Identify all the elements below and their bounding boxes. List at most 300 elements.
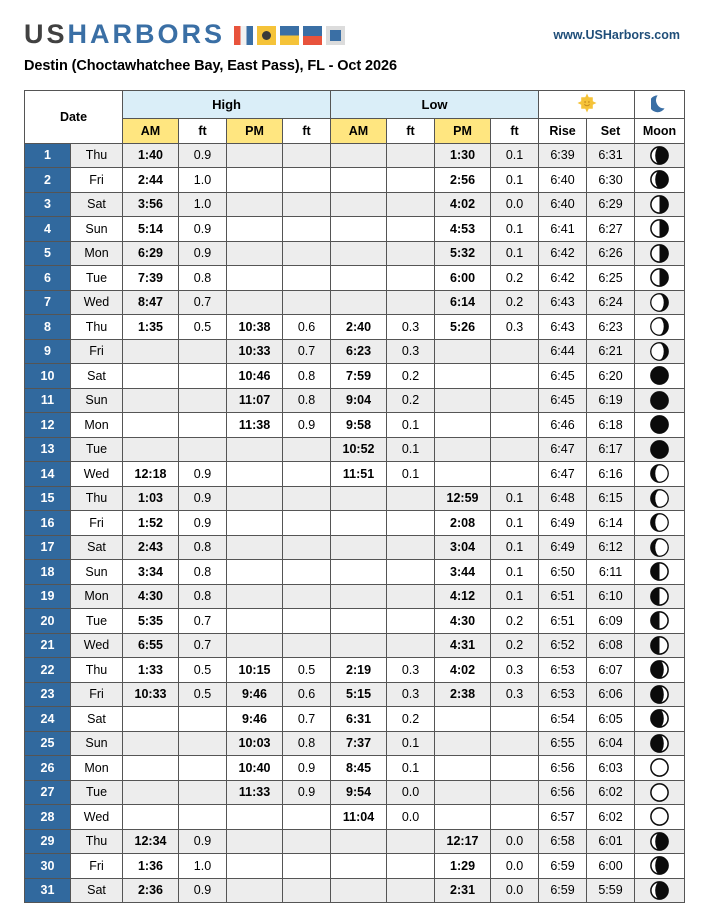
cell-sun-rise: 6:44: [539, 339, 587, 364]
cell-high-pm-ft: [283, 168, 331, 193]
cell-sun-set: 6:25: [587, 266, 635, 291]
table-sub-header-row: [25, 119, 685, 144]
cell-low-am-ft: 0.1: [387, 437, 435, 462]
header-low-pm: PM: [435, 119, 491, 144]
cell-low-am: [331, 241, 387, 266]
cell-low-am-ft: 0.1: [387, 756, 435, 781]
cell-high-am-ft: 0.8: [179, 584, 227, 609]
cell-sun-set: 6:26: [587, 241, 635, 266]
cell-sun-set: 6:01: [587, 829, 635, 854]
header-high-am-ft: ft: [179, 119, 227, 144]
cell-date: 28: [25, 805, 71, 830]
logo-wordmark: [24, 21, 225, 48]
cell-low-pm: 2:31: [435, 878, 491, 903]
cell-day-of-week: Wed: [71, 290, 123, 315]
cell-low-am-ft: 0.3: [387, 339, 435, 364]
cell-low-am-ft: [387, 192, 435, 217]
cell-low-am-ft: [387, 535, 435, 560]
cell-day-of-week: Thu: [71, 829, 123, 854]
table-row: [25, 609, 685, 634]
cell-high-am-ft: [179, 437, 227, 462]
cell-high-pm: 10:38: [227, 315, 283, 340]
cell-low-am: 5:15: [331, 682, 387, 707]
cell-low-pm: 4:53: [435, 217, 491, 242]
cell-low-pm: 6:14: [435, 290, 491, 315]
cell-low-pm-ft: 0.0: [491, 192, 539, 217]
cell-date: 20: [25, 609, 71, 634]
cell-high-pm: [227, 143, 283, 168]
cell-high-am: [123, 413, 179, 438]
cell-low-pm-ft: [491, 805, 539, 830]
cell-low-am-ft: [387, 609, 435, 634]
cell-sun-set: 6:31: [587, 143, 635, 168]
cell-date: 10: [25, 364, 71, 389]
table-row: [25, 168, 685, 193]
table-row: [25, 143, 685, 168]
cell-sun-rise: 6:40: [539, 168, 587, 193]
table-row: [25, 854, 685, 879]
cell-moon-phase-waning-crescent-large-icon: [635, 168, 685, 193]
cell-day-of-week: Sat: [71, 535, 123, 560]
cell-high-pm: [227, 609, 283, 634]
header-sun-rise: Rise: [539, 119, 587, 144]
cell-low-pm-ft: 0.1: [491, 584, 539, 609]
cell-low-am-ft: 0.2: [387, 707, 435, 732]
cell-day-of-week: Fri: [71, 511, 123, 536]
cell-moon-phase-waxing-crescent-icon: [635, 854, 685, 879]
cell-day-of-week: Mon: [71, 584, 123, 609]
cell-high-pm-ft: 0.7: [283, 339, 331, 364]
cell-high-pm: [227, 878, 283, 903]
cell-sun-rise: 6:54: [539, 707, 587, 732]
cell-low-am-ft: [387, 241, 435, 266]
cell-high-am: 1:40: [123, 143, 179, 168]
cell-low-pm: 2:08: [435, 511, 491, 536]
cell-low-am-ft: [387, 633, 435, 658]
cell-high-pm-ft: [283, 535, 331, 560]
table-row: [25, 217, 685, 242]
cell-high-am: 6:29: [123, 241, 179, 266]
cell-date: 17: [25, 535, 71, 560]
signal-flag-tricolor-icon: [234, 26, 253, 45]
cell-sun-set: 6:09: [587, 609, 635, 634]
cell-day-of-week: Tue: [71, 266, 123, 291]
cell-moon-phase-waning-crescent-icon: [635, 731, 685, 756]
cell-low-pm-ft: [491, 339, 539, 364]
cell-sun-set: 6:16: [587, 462, 635, 487]
table-group-header-row: [25, 91, 685, 119]
table-row: [25, 535, 685, 560]
cell-sun-set: 6:06: [587, 682, 635, 707]
header-high: High: [123, 91, 331, 119]
cell-sun-set: 6:02: [587, 780, 635, 805]
cell-low-am-ft: [387, 486, 435, 511]
cell-high-am-ft: [179, 388, 227, 413]
cell-low-pm: 3:04: [435, 535, 491, 560]
cell-high-pm: 10:03: [227, 731, 283, 756]
table-row: [25, 731, 685, 756]
cell-high-am-ft: 0.9: [179, 217, 227, 242]
cell-sun-set: 6:23: [587, 315, 635, 340]
table-row: [25, 192, 685, 217]
cell-date: 11: [25, 388, 71, 413]
cell-date: 27: [25, 780, 71, 805]
signal-flag-blue-yellow-icon: [280, 26, 299, 45]
cell-low-pm-ft: 0.2: [491, 290, 539, 315]
cell-moon-phase-last-quarter-icon: [635, 560, 685, 585]
cell-high-pm-ft: [283, 486, 331, 511]
table-row: [25, 364, 685, 389]
cell-high-am: [123, 780, 179, 805]
cell-day-of-week: Tue: [71, 780, 123, 805]
cell-high-am: 5:14: [123, 217, 179, 242]
cell-sun-set: 6:12: [587, 535, 635, 560]
cell-date: 1: [25, 143, 71, 168]
cell-moon-phase-first-quarter-icon: [635, 266, 685, 291]
cell-high-am: 10:33: [123, 682, 179, 707]
cell-low-am-ft: [387, 560, 435, 585]
cell-sun-rise: 6:47: [539, 437, 587, 462]
cell-high-pm-ft: [283, 192, 331, 217]
cell-low-am-ft: [387, 511, 435, 536]
cell-low-am: 6:23: [331, 339, 387, 364]
cell-low-am-ft: [387, 217, 435, 242]
cell-sun-set: 6:17: [587, 437, 635, 462]
cell-high-pm-ft: 0.8: [283, 364, 331, 389]
cell-sun-set: 6:02: [587, 805, 635, 830]
cell-sun-set: 6:24: [587, 290, 635, 315]
cell-moon-phase-last-quarter-icon: [635, 584, 685, 609]
cell-sun-rise: 6:52: [539, 633, 587, 658]
tide-table: [24, 90, 685, 903]
cell-low-pm: 4:12: [435, 584, 491, 609]
cell-high-am: 1:03: [123, 486, 179, 511]
table-row: [25, 462, 685, 487]
header-high-pm-ft: ft: [283, 119, 331, 144]
cell-low-pm-ft: 0.2: [491, 266, 539, 291]
cell-high-am-ft: 0.5: [179, 682, 227, 707]
cell-high-am-ft: [179, 364, 227, 389]
table-row: [25, 682, 685, 707]
cell-high-am-ft: [179, 339, 227, 364]
cell-low-am: [331, 584, 387, 609]
cell-high-pm: [227, 584, 283, 609]
cell-high-am: 2:43: [123, 535, 179, 560]
header-low-pm-ft: ft: [491, 119, 539, 144]
cell-low-am: [331, 878, 387, 903]
cell-high-am: 3:56: [123, 192, 179, 217]
table-row: [25, 266, 685, 291]
cell-high-am: [123, 707, 179, 732]
cell-moon-phase-new-icon: [635, 780, 685, 805]
cell-date: 21: [25, 633, 71, 658]
cell-low-pm: [435, 462, 491, 487]
cell-date: 23: [25, 682, 71, 707]
cell-low-am-ft: 0.1: [387, 413, 435, 438]
table-row: [25, 437, 685, 462]
cell-high-pm: [227, 854, 283, 879]
cell-high-pm-ft: 0.6: [283, 682, 331, 707]
cell-high-pm: 10:40: [227, 756, 283, 781]
cell-sun-rise: 6:51: [539, 609, 587, 634]
cell-low-pm-ft: [491, 437, 539, 462]
cell-high-am: [123, 731, 179, 756]
cell-moon-phase-waning-gibbous-icon: [635, 535, 685, 560]
cell-date: 7: [25, 290, 71, 315]
cell-moon-phase-first-quarter-icon: [635, 192, 685, 217]
cell-date: 22: [25, 658, 71, 683]
cell-sun-set: 6:21: [587, 339, 635, 364]
cell-moon-phase-full-icon: [635, 364, 685, 389]
cell-sun-rise: 6:56: [539, 780, 587, 805]
cell-low-am: [331, 290, 387, 315]
header-high-pm: PM: [227, 119, 283, 144]
cell-high-am: [123, 364, 179, 389]
cell-sun-rise: 6:49: [539, 535, 587, 560]
cell-low-pm: 1:30: [435, 143, 491, 168]
cell-low-am: [331, 854, 387, 879]
cell-low-pm: [435, 805, 491, 830]
cell-low-pm: [435, 756, 491, 781]
cell-low-am: 11:51: [331, 462, 387, 487]
cell-high-am-ft: 0.9: [179, 143, 227, 168]
cell-low-pm: [435, 731, 491, 756]
cell-high-pm: [227, 241, 283, 266]
cell-moon-phase-waxing-crescent-icon: [635, 829, 685, 854]
cell-low-am: 7:59: [331, 364, 387, 389]
cell-moon-phase-waning-crescent-icon: [635, 658, 685, 683]
cell-low-am: [331, 511, 387, 536]
cell-high-am-ft: [179, 413, 227, 438]
cell-high-am-ft: 1.0: [179, 168, 227, 193]
cell-date: 13: [25, 437, 71, 462]
cell-moon-phase-new-icon: [635, 805, 685, 830]
cell-sun-set: 6:19: [587, 388, 635, 413]
cell-low-pm: 4:02: [435, 658, 491, 683]
header-low: Low: [331, 91, 539, 119]
header-moon-phase: Moon: [635, 119, 685, 144]
cell-low-am-ft: 0.2: [387, 364, 435, 389]
cell-high-am: 3:34: [123, 560, 179, 585]
cell-high-am-ft: 0.9: [179, 486, 227, 511]
cell-sun-set: 6:27: [587, 217, 635, 242]
cell-sun-rise: 6:41: [539, 217, 587, 242]
cell-low-am: [331, 143, 387, 168]
cell-day-of-week: Mon: [71, 241, 123, 266]
table-row: [25, 780, 685, 805]
cell-low-am: 2:19: [331, 658, 387, 683]
table-row: [25, 486, 685, 511]
cell-sun-set: 6:10: [587, 584, 635, 609]
cell-date: 2: [25, 168, 71, 193]
cell-low-am-ft: 0.1: [387, 462, 435, 487]
cell-high-am: [123, 339, 179, 364]
cell-low-am-ft: [387, 854, 435, 879]
table-row: [25, 241, 685, 266]
cell-moon-phase-waxing-gibbous-icon: [635, 290, 685, 315]
cell-high-am: 12:34: [123, 829, 179, 854]
cell-high-pm-ft: [283, 462, 331, 487]
cell-low-am: [331, 535, 387, 560]
cell-sun-rise: 6:56: [539, 756, 587, 781]
cell-low-am-ft: [387, 168, 435, 193]
cell-low-am: 10:52: [331, 437, 387, 462]
table-row: [25, 658, 685, 683]
cell-sun-set: 5:59: [587, 878, 635, 903]
cell-high-pm-ft: [283, 266, 331, 291]
table-row: [25, 511, 685, 536]
cell-day-of-week: Tue: [71, 437, 123, 462]
cell-high-pm-ft: 0.8: [283, 388, 331, 413]
cell-low-am-ft: [387, 266, 435, 291]
cell-high-pm: [227, 462, 283, 487]
cell-moon-phase-full-icon: [635, 413, 685, 438]
cell-day-of-week: Thu: [71, 315, 123, 340]
cell-high-am: 12:18: [123, 462, 179, 487]
cell-date: 9: [25, 339, 71, 364]
cell-sun-rise: 6:50: [539, 560, 587, 585]
cell-high-am-ft: 0.7: [179, 290, 227, 315]
cell-date: 12: [25, 413, 71, 438]
cell-high-am-ft: 1.0: [179, 192, 227, 217]
cell-low-pm-ft: [491, 388, 539, 413]
cell-sun-rise: 6:58: [539, 829, 587, 854]
cell-high-am-ft: 0.8: [179, 560, 227, 585]
cell-low-am-ft: 0.3: [387, 315, 435, 340]
cell-low-am-ft: [387, 143, 435, 168]
cell-sun-set: 6:18: [587, 413, 635, 438]
cell-low-am: [331, 486, 387, 511]
logo[interactable]: [24, 21, 345, 48]
cell-low-pm-ft: 0.1: [491, 241, 539, 266]
table-row: [25, 315, 685, 340]
masthead: [24, 0, 680, 48]
header-date: Date: [25, 91, 123, 144]
cell-moon-phase-waxing-gibbous-icon: [635, 339, 685, 364]
cell-high-am: 4:30: [123, 584, 179, 609]
cell-low-pm: 5:32: [435, 241, 491, 266]
cell-day-of-week: Mon: [71, 756, 123, 781]
cell-moon-phase-first-quarter-icon: [635, 217, 685, 242]
cell-sun-set: 6:05: [587, 707, 635, 732]
cell-sun-rise: 6:48: [539, 486, 587, 511]
cell-day-of-week: Sun: [71, 388, 123, 413]
cell-sun-set: 6:00: [587, 854, 635, 879]
cell-sun-rise: 6:42: [539, 241, 587, 266]
cell-high-pm-ft: [283, 560, 331, 585]
cell-low-am: [331, 560, 387, 585]
cell-low-pm-ft: 0.1: [491, 168, 539, 193]
cell-high-pm: 10:33: [227, 339, 283, 364]
header-high-am: AM: [123, 119, 179, 144]
cell-sun-rise: 6:51: [539, 584, 587, 609]
cell-low-pm-ft: 0.2: [491, 633, 539, 658]
logo-text-harbors: HARBORS: [67, 19, 226, 49]
cell-moon-phase-full-icon: [635, 437, 685, 462]
cell-high-pm-ft: [283, 143, 331, 168]
table-row: [25, 829, 685, 854]
table-row: [25, 339, 685, 364]
cell-sun-rise: 6:43: [539, 315, 587, 340]
cell-low-am: [331, 168, 387, 193]
cell-high-pm: 11:07: [227, 388, 283, 413]
cell-sun-set: 6:11: [587, 560, 635, 585]
table-row: [25, 805, 685, 830]
cell-low-am: [331, 633, 387, 658]
cell-high-pm: 11:33: [227, 780, 283, 805]
cell-sun-set: 6:29: [587, 192, 635, 217]
cell-moon-phase-waning-gibbous-icon: [635, 486, 685, 511]
cell-low-pm: 5:26: [435, 315, 491, 340]
cell-high-pm-ft: [283, 511, 331, 536]
cell-high-pm: [227, 192, 283, 217]
cell-sun-rise: 6:47: [539, 462, 587, 487]
cell-date: 29: [25, 829, 71, 854]
cell-low-pm-ft: 0.0: [491, 878, 539, 903]
cell-high-pm-ft: 0.8: [283, 731, 331, 756]
cell-high-am-ft: 0.9: [179, 241, 227, 266]
cell-day-of-week: Wed: [71, 462, 123, 487]
cell-day-of-week: Fri: [71, 339, 123, 364]
site-url-link[interactable]: www.USHarbors.com: [553, 28, 680, 42]
cell-day-of-week: Fri: [71, 854, 123, 879]
cell-high-am-ft: 0.9: [179, 462, 227, 487]
cell-low-pm-ft: [491, 413, 539, 438]
signal-flag-blue-red-icon: [303, 26, 322, 45]
cell-sun-rise: 6:46: [539, 413, 587, 438]
cell-high-am: 2:44: [123, 168, 179, 193]
page-title: Destin (Choctawhatchee Bay, East Pass), FL - Oct 2026: [24, 58, 397, 74]
cell-sun-set: 6:30: [587, 168, 635, 193]
cell-high-am-ft: 0.8: [179, 535, 227, 560]
cell-date: 14: [25, 462, 71, 487]
cell-low-pm-ft: 0.1: [491, 486, 539, 511]
cell-date: 30: [25, 854, 71, 879]
cell-sun-rise: 6:59: [539, 854, 587, 879]
cell-high-pm-ft: 0.9: [283, 413, 331, 438]
cell-low-pm: [435, 780, 491, 805]
cell-high-am-ft: 0.8: [179, 266, 227, 291]
cell-high-am-ft: 0.7: [179, 609, 227, 634]
cell-low-pm-ft: 0.1: [491, 143, 539, 168]
cell-low-pm: 12:59: [435, 486, 491, 511]
cell-high-am: 1:33: [123, 658, 179, 683]
cell-low-am: [331, 829, 387, 854]
cell-day-of-week: Sun: [71, 217, 123, 242]
cell-low-pm: 1:29: [435, 854, 491, 879]
header-low-am: AM: [331, 119, 387, 144]
cell-low-am: 9:54: [331, 780, 387, 805]
cell-low-am-ft: 0.3: [387, 682, 435, 707]
cell-sun-set: 6:03: [587, 756, 635, 781]
cell-day-of-week: Thu: [71, 658, 123, 683]
cell-low-pm-ft: 0.3: [491, 682, 539, 707]
cell-sun-rise: 6:39: [539, 143, 587, 168]
cell-sun-rise: 6:53: [539, 658, 587, 683]
cell-high-am: 6:55: [123, 633, 179, 658]
cell-day-of-week: Sat: [71, 707, 123, 732]
cell-high-am: [123, 388, 179, 413]
cell-high-am: [123, 756, 179, 781]
cell-high-am: 7:39: [123, 266, 179, 291]
cell-sun-rise: 6:55: [539, 731, 587, 756]
cell-high-pm-ft: [283, 217, 331, 242]
cell-high-am-ft: [179, 707, 227, 732]
cell-low-pm-ft: 0.0: [491, 854, 539, 879]
cell-high-pm: [227, 437, 283, 462]
cell-low-am: [331, 609, 387, 634]
cell-low-pm: 6:00: [435, 266, 491, 291]
